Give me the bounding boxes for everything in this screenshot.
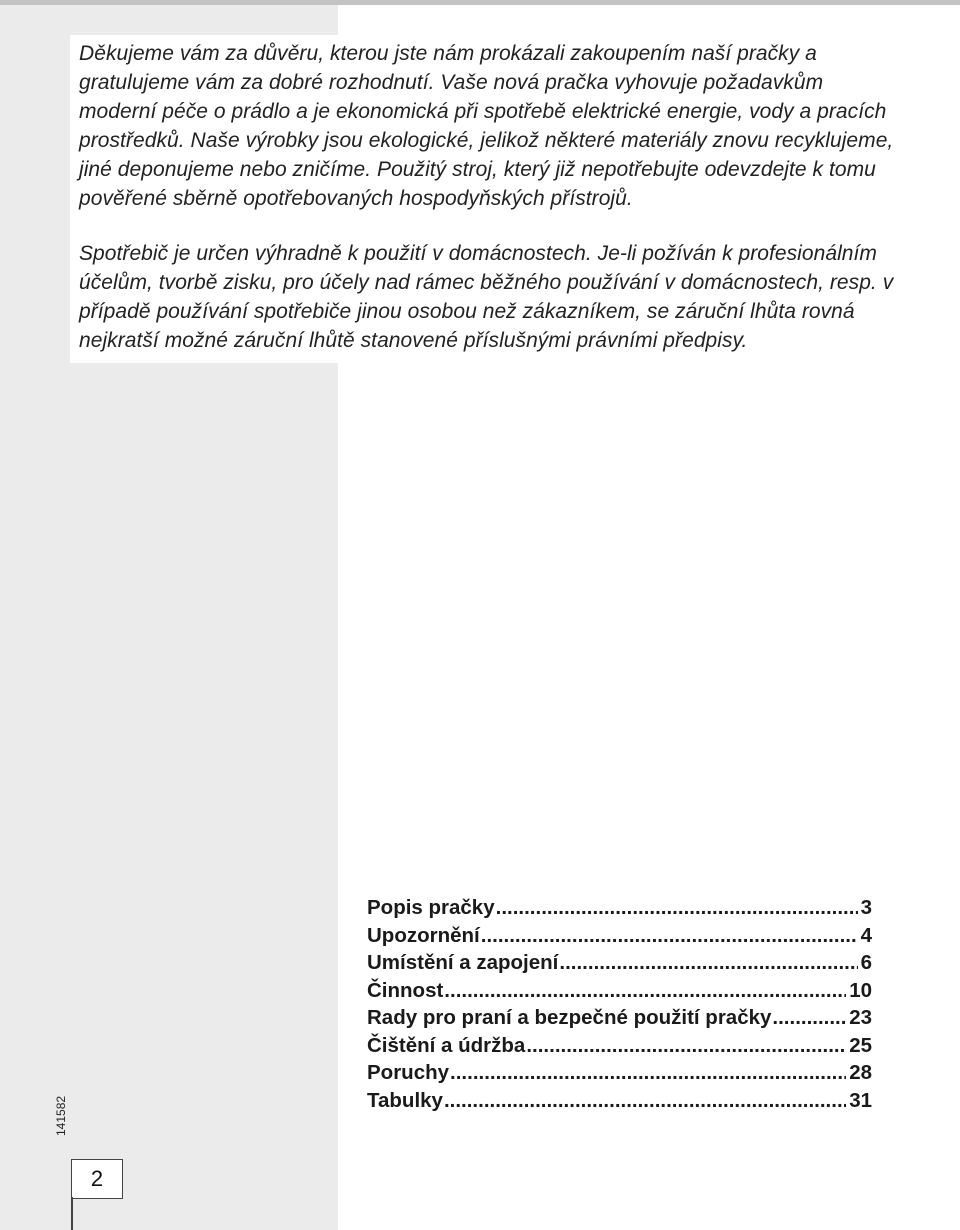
toc-dot-leader: [481, 922, 858, 950]
toc-item-page: 31: [849, 1088, 872, 1112]
toc-dot-leader: [496, 894, 858, 922]
toc-item-title: Rady pro praní a bezpečné použití pračky: [367, 1006, 772, 1029]
toc-item-cisteni-a-udrzba[interactable]: [367, 1032, 872, 1060]
toc-item-page: 25: [849, 1033, 872, 1057]
toc-dot-leader: [559, 949, 857, 977]
toc-item-page: 4: [860, 923, 872, 947]
table-of-contents: [367, 894, 872, 1114]
toc-item-tabulky[interactable]: [367, 1087, 872, 1115]
toc-item-page: 23: [849, 1006, 872, 1029]
toc-dot-leader: [772, 1004, 846, 1032]
toc-item-title: Poruchy: [367, 1061, 450, 1084]
toc-item-page: 6: [860, 951, 872, 974]
document-code: 141582: [54, 1095, 68, 1136]
toc-item-page: 28: [849, 1061, 872, 1084]
toc-item-title: Čištění a údržba: [367, 1033, 526, 1057]
toc-item-umisteni-a-zapojeni[interactable]: [367, 949, 872, 977]
toc-item-title: Popis pračky: [367, 896, 495, 919]
toc-item-title: Tabulky: [367, 1088, 443, 1112]
page-number: 2: [71, 1159, 123, 1199]
toc-item-upozorneni[interactable]: [367, 922, 872, 950]
toc-dot-leader: [444, 1087, 846, 1115]
toc-dot-leader: [526, 1032, 846, 1060]
toc-dot-leader: [450, 1059, 846, 1087]
toc-item-title: Umístění a zapojení: [367, 951, 559, 974]
intro-paragraph-usage: Spotřebič je určen výhradně k použití v domácnostech. Je-li požíván k profesionálním účelům, tvorbě zisku, pro účely nad rámec běžného používání v domácnostech, resp. v případě používání spotřebiče jinou osobou než zákazníkem, se záruční lhůta rovná nejkratší možné záruční lhůtě stanovené příslušnými právními předpisy.: [79, 242, 894, 352]
toc-dot-leader: [444, 977, 846, 1005]
intro-paragraph-thanks: Děkujeme vám za důvěru, kterou jste nám prokázali zakoupením naší pračky a gratulujeme vám za dobré rozhodnutí. Vaše nová pračka vyhovuje požadavkům moderní péče o prádlo a je ekonomická při spotřebě elektrické energie, vody a pracích prostředků. Naše výrobky jsou ekologické, jelikož některé materiály znovu recyklujeme, jiné deponujeme nebo zničíme. Použitý stroj, který již nepotřebujte odevzdejte k tomu pověřené sběrně opotřebovaných hospodyňských přístrojů.: [79, 42, 894, 210]
toc-item-poruchy[interactable]: [367, 1059, 872, 1087]
toc-item-page: 3: [860, 896, 872, 919]
toc-item-popis-pracky[interactable]: [367, 894, 872, 922]
toc-item-cinnost[interactable]: [367, 977, 872, 1005]
toc-item-rady-pro-prani[interactable]: [367, 1004, 872, 1032]
page-box-stub-line: [71, 1197, 73, 1230]
toc-item-page: 10: [849, 978, 872, 1002]
toc-item-title: Upozornění: [367, 923, 480, 947]
toc-item-title: Činnost: [367, 978, 444, 1002]
intro-text-box: [70, 35, 899, 363]
